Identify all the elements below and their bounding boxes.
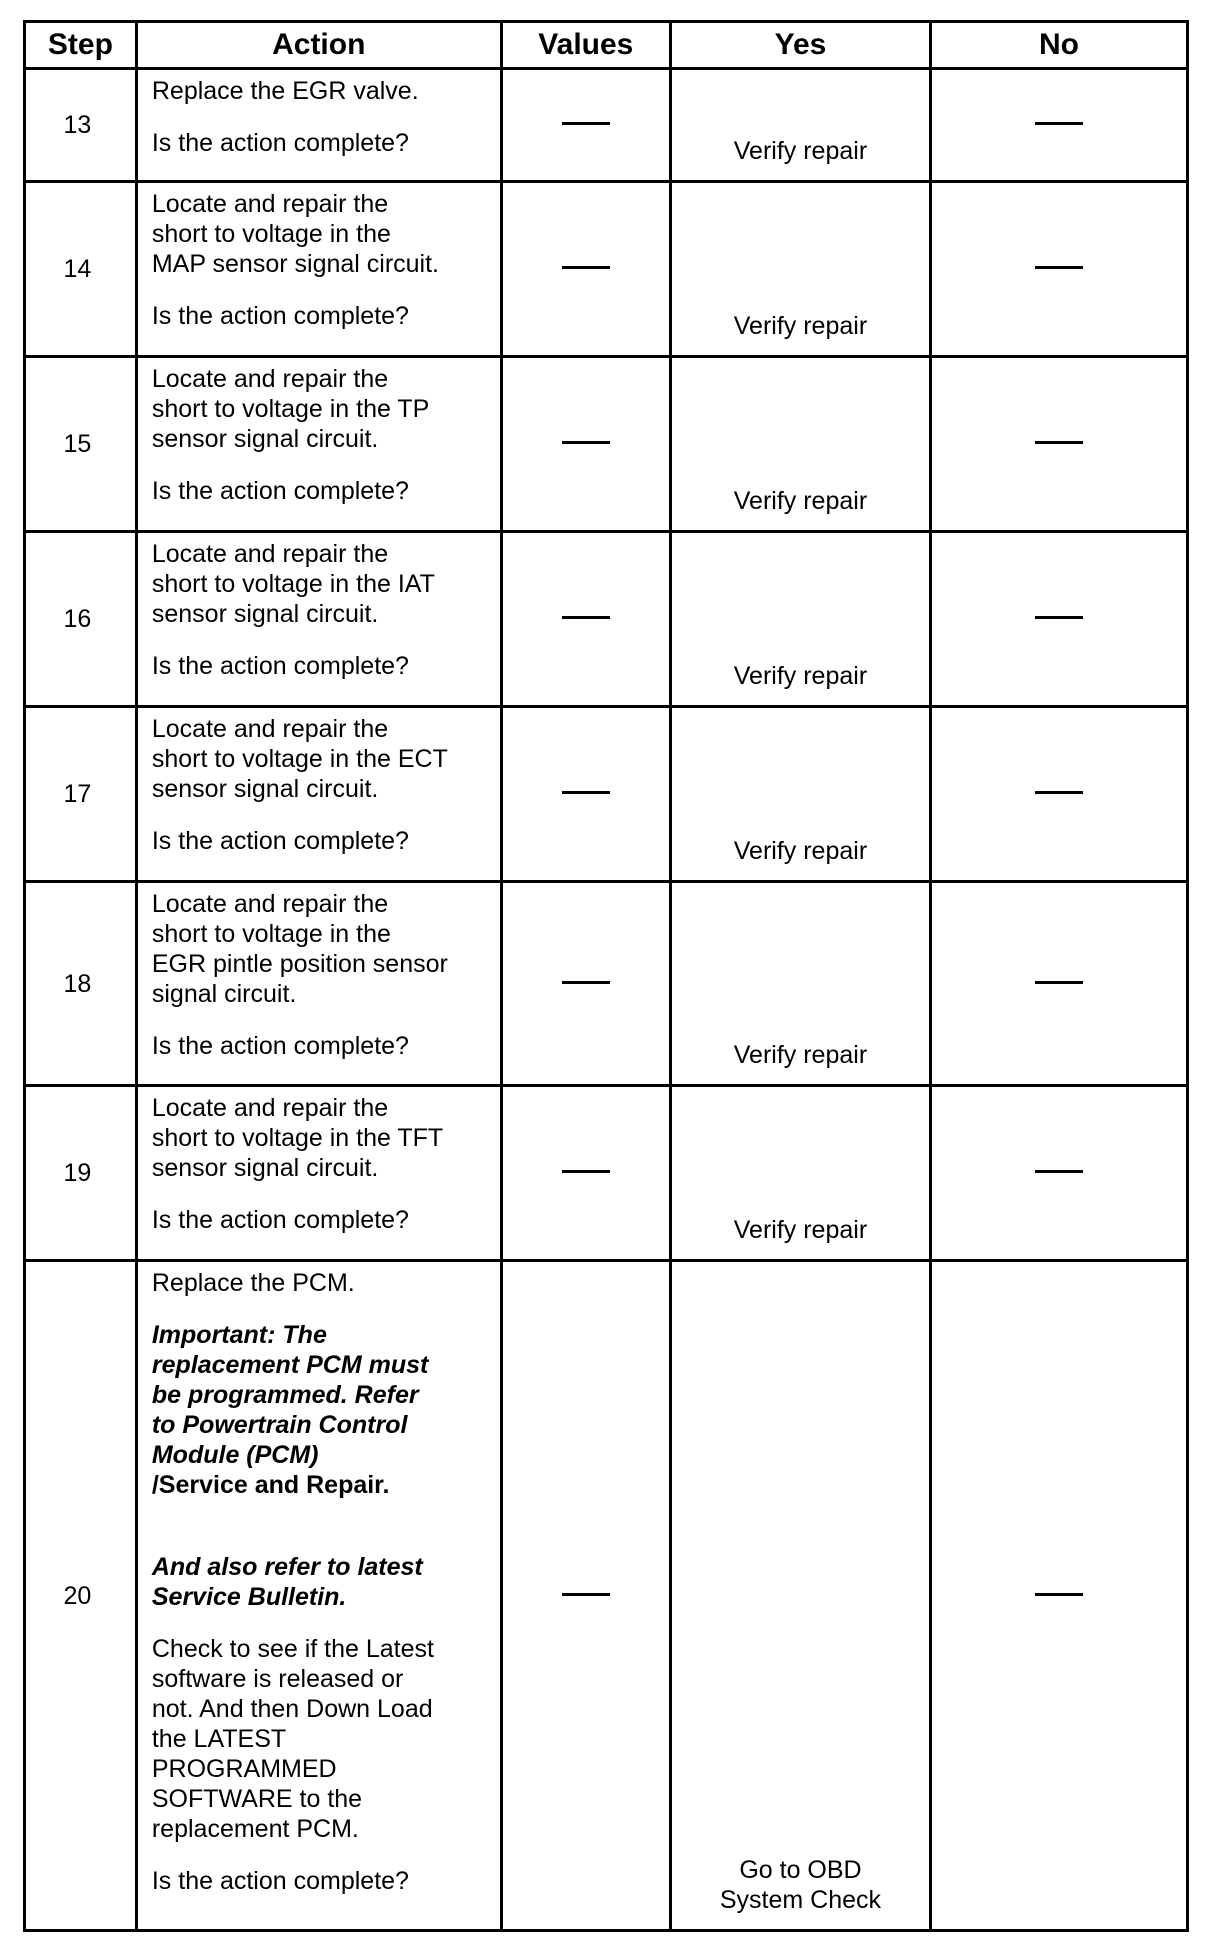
step-number: 20 <box>63 1581 92 1610</box>
values-dash <box>562 122 610 125</box>
values-cell <box>501 69 670 182</box>
action-question: Is the action complete? <box>151 652 409 680</box>
table-row <box>25 1086 1188 1261</box>
yes-text: Verify repair <box>733 662 868 690</box>
values-dash <box>562 981 610 984</box>
values-dash <box>562 616 610 619</box>
action-cell <box>136 707 501 882</box>
no-dash <box>1035 441 1083 444</box>
action-cell <box>136 532 501 707</box>
step-number: 18 <box>63 969 92 998</box>
values-cell <box>501 532 670 707</box>
action-line: short to voltage in the <box>151 920 391 948</box>
action-line: Locate and repair the <box>151 715 389 743</box>
yes-cell <box>670 1086 930 1261</box>
check-line: Check to see if the Latest <box>151 1635 434 1663</box>
no-cell <box>930 882 1187 1086</box>
step-number: 16 <box>63 605 92 633</box>
action-line: short to voltage in the TFT <box>151 1124 444 1152</box>
check-line: not. And then Down Load <box>151 1695 433 1723</box>
step-number: 14 <box>63 255 92 283</box>
yes-cell <box>670 707 930 882</box>
action-cell <box>136 1261 501 1931</box>
yes-cell <box>670 69 930 182</box>
step-cell <box>25 1086 137 1261</box>
step-cell <box>25 69 137 182</box>
check-line: SOFTWARE to the <box>151 1785 363 1813</box>
step-number: 13 <box>63 111 92 139</box>
action-line: EGR pintle position sensor <box>151 950 448 978</box>
diagnostic-step-table <box>23 20 1189 1932</box>
values-cell <box>501 1261 670 1931</box>
yes-text: Verify repair <box>733 1041 868 1069</box>
table-header-row <box>25 22 1188 69</box>
action-line: Locate and repair the <box>151 190 389 218</box>
yes-cell <box>670 1261 930 1931</box>
yes-text: Verify repair <box>733 837 868 865</box>
action-line: Locate and repair the <box>151 890 389 918</box>
no-dash <box>1035 616 1083 619</box>
table-row <box>25 357 1188 532</box>
important-line: be programmed. Refer <box>151 1381 419 1409</box>
step-cell <box>25 532 137 707</box>
table-row <box>25 707 1188 882</box>
yes-text: Verify repair <box>733 487 868 515</box>
action-line: Locate and repair the <box>151 540 389 568</box>
step-number: 17 <box>63 780 92 808</box>
important-line: replacement PCM must <box>151 1351 429 1379</box>
action-line: signal circuit. <box>151 980 297 1008</box>
values-dash <box>562 791 610 794</box>
step-cell <box>25 1261 137 1931</box>
no-dash <box>1035 266 1083 269</box>
no-dash <box>1035 791 1083 794</box>
action-line: MAP sensor signal circuit. <box>151 250 440 278</box>
action-cell <box>136 182 501 357</box>
action-question: Is the action complete? <box>151 827 409 855</box>
no-cell <box>930 1261 1187 1931</box>
action-question: Is the action complete? <box>151 477 409 505</box>
step-number: 19 <box>63 1159 92 1187</box>
no-cell <box>930 532 1187 707</box>
yes-text: Go to OBD <box>739 1856 862 1884</box>
check-line: the LATEST <box>151 1725 287 1753</box>
service-repair-line: /Service and Repair. <box>151 1471 390 1499</box>
action-question: Is the action complete? <box>151 1206 409 1234</box>
header-no: No <box>930 22 1187 69</box>
action-cell <box>136 69 501 182</box>
values-cell <box>501 882 670 1086</box>
yes-text: System Check <box>719 1886 882 1914</box>
header-action: Action <box>136 22 501 69</box>
values-dash <box>562 1593 610 1596</box>
important-line: Module (PCM) <box>151 1441 319 1469</box>
table-row <box>25 69 1188 182</box>
no-cell <box>930 69 1187 182</box>
no-dash <box>1035 1170 1083 1173</box>
yes-text: Verify repair <box>733 137 868 165</box>
action-line: Replace the PCM. <box>151 1269 355 1297</box>
no-cell <box>930 357 1187 532</box>
table-row <box>25 882 1188 1086</box>
table-row <box>25 182 1188 357</box>
header-values: Values <box>501 22 670 69</box>
check-line: replacement PCM. <box>151 1815 359 1843</box>
action-line: short to voltage in the ECT <box>151 745 448 773</box>
action-cell <box>136 1086 501 1261</box>
action-line: Locate and repair the <box>151 1094 389 1122</box>
action-line: sensor signal circuit. <box>151 775 379 803</box>
values-cell <box>501 1086 670 1261</box>
values-dash <box>562 266 610 269</box>
no-dash <box>1035 1593 1083 1596</box>
bulletin-line: And also refer to latest <box>151 1553 423 1581</box>
important-line: Important: The <box>151 1321 327 1349</box>
action-question: Is the action complete? <box>151 129 409 157</box>
action-cell <box>136 882 501 1086</box>
action-line: short to voltage in the TP <box>151 395 430 423</box>
no-cell <box>930 182 1187 357</box>
values-dash <box>562 441 610 444</box>
action-line: sensor signal circuit. <box>151 425 379 453</box>
values-dash <box>562 1170 610 1173</box>
action-line: sensor signal circuit. <box>151 1154 379 1182</box>
values-cell <box>501 357 670 532</box>
action-line: Replace the EGR valve. <box>151 77 419 105</box>
step-number: 15 <box>63 430 92 458</box>
yes-cell <box>670 182 930 357</box>
bulletin-line: Service Bulletin. <box>151 1583 347 1611</box>
diagnostic-table-page <box>23 20 1189 1932</box>
step-cell <box>25 357 137 532</box>
check-line: software is released or <box>151 1665 404 1693</box>
yes-text: Verify repair <box>733 312 868 340</box>
important-line: to Powertrain Control <box>151 1411 408 1439</box>
values-cell <box>501 182 670 357</box>
check-line: PROGRAMMED <box>151 1755 337 1783</box>
action-question: Is the action complete? <box>151 302 409 330</box>
action-line: short to voltage in the <box>151 220 391 248</box>
yes-cell <box>670 882 930 1086</box>
yes-text: Verify repair <box>733 1216 868 1244</box>
header-yes: Yes <box>670 22 930 69</box>
action-question: Is the action complete? <box>151 1867 409 1895</box>
action-line: short to voltage in the IAT <box>151 570 435 598</box>
table-row <box>25 532 1188 707</box>
yes-cell <box>670 532 930 707</box>
values-cell <box>501 707 670 882</box>
step-cell <box>25 707 137 882</box>
yes-cell <box>670 357 930 532</box>
step-cell <box>25 882 137 1086</box>
no-cell <box>930 707 1187 882</box>
table-row <box>25 1261 1188 1931</box>
action-cell <box>136 357 501 532</box>
step-cell <box>25 182 137 357</box>
no-dash <box>1035 122 1083 125</box>
no-dash <box>1035 981 1083 984</box>
action-line: sensor signal circuit. <box>151 600 379 628</box>
action-question: Is the action complete? <box>151 1032 409 1060</box>
action-line: Locate and repair the <box>151 365 389 393</box>
no-cell <box>930 1086 1187 1261</box>
header-step: Step <box>25 22 137 69</box>
